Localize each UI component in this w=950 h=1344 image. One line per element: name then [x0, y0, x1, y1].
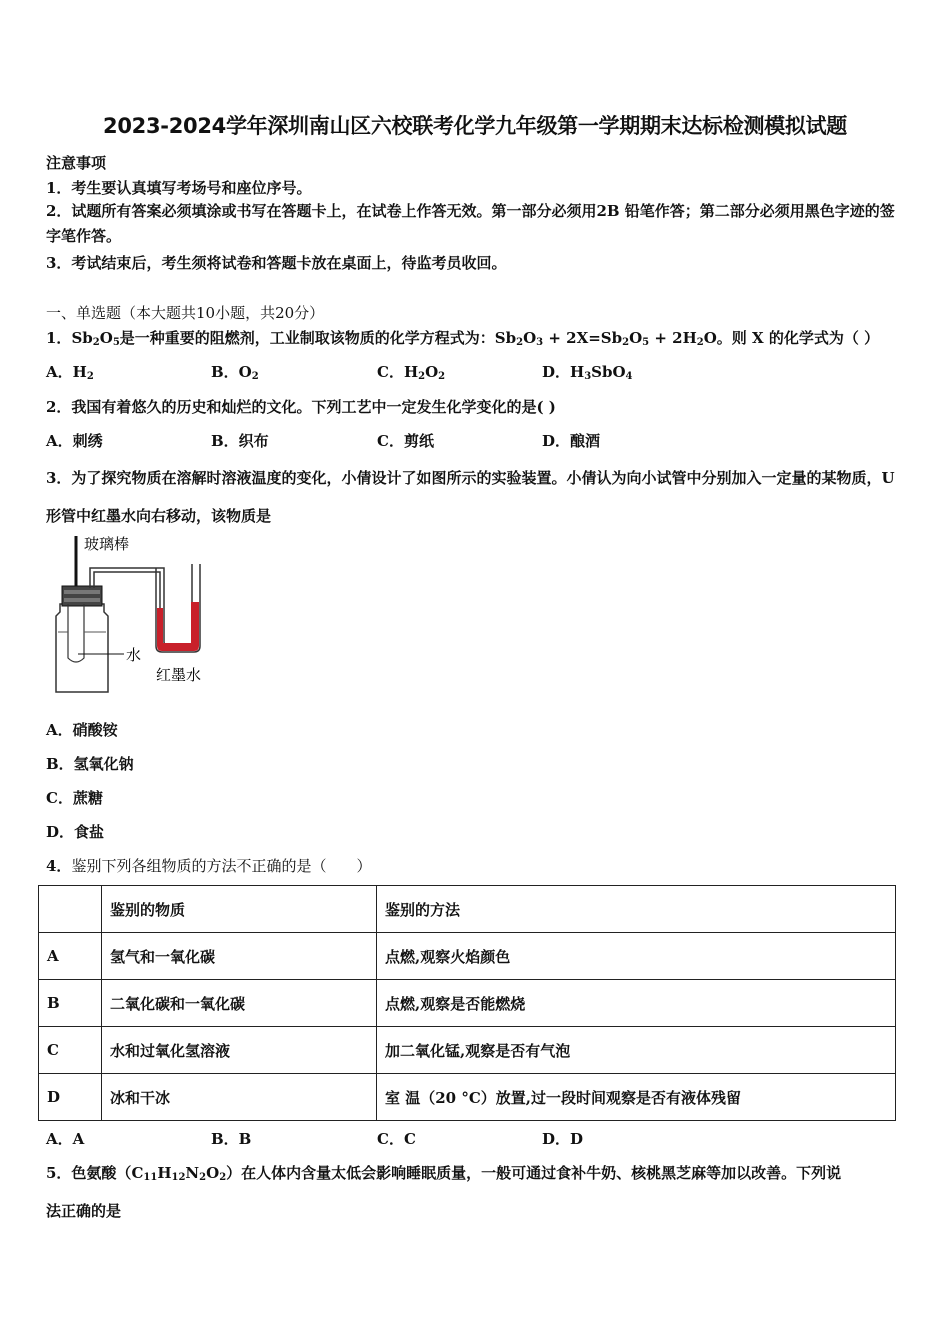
q1-option-a[interactable]: A．$H_2$	[46, 363, 94, 382]
question-5: 5．色氨酸$(C_{11}H_{12}N_2O_2)$在人体内含量太低会影响睡眠质量，一般可通过食补牛奶、核桃黑芝麻等加以改善。下列说	[46, 1164, 842, 1183]
table-row: B 二氧化碳和一氧化碳 点燃,观察是否能燃烧	[39, 980, 896, 1027]
q1-option-b[interactable]: B．$O_2$	[211, 363, 259, 382]
question-2: 2．我国有着悠久的历史和灿烂的文化。下列工艺中一定发生化学变化的是( )	[46, 398, 556, 416]
table-header-row: 鉴别的物质 鉴别的方法	[39, 886, 896, 933]
q1-option-c[interactable]: C．$H_2O_2$	[377, 363, 446, 382]
stopper	[62, 586, 102, 606]
q2-option-a[interactable]: A．刺绣	[46, 432, 103, 450]
q3-option-b[interactable]: B．氢氧化钠	[46, 755, 134, 773]
question-4: 4．鉴别下列各组物质的方法不正确的是（ ）	[46, 857, 372, 875]
q2-option-d[interactable]: D．酿酒	[542, 432, 601, 450]
label-water: 水	[126, 646, 142, 664]
q4-option-b[interactable]: B．B	[211, 1130, 252, 1148]
q4-option-a[interactable]: A．A	[46, 1130, 85, 1148]
question-1: 1．$Sb_2O_5$是一种重要的阻燃剂，工业制取该物质的化学方程式为：$Sb_2O_3 + 2X=Sb_2O_5 + 2H_2O$。则 X 的化学式为（ ）	[46, 329, 880, 348]
table-row: D 冰和干冰 室 温（20 °C）放置,过一段时间观察是否有液体残留	[39, 1074, 896, 1121]
flask	[56, 604, 108, 692]
question-3: 3．为了探究物质在溶解时溶液温度的变化，小倩设计了如图所示的实验装置。小倩认为向小试管中分别加入一定量的某物质，U形管中红墨水向右移动，该物质是	[46, 469, 895, 525]
q3-option-d[interactable]: D．食盐	[46, 823, 105, 841]
label-glass-rod: 玻璃棒	[84, 535, 130, 553]
notice-item: 2．试题所有答案必须填涂或书写在答题卡上，在试卷上作答无效。第一部分必须用2B 铅笔作答；第二部分必须用黑色字迹的签字笔作答。	[46, 202, 895, 245]
q3-option-c[interactable]: C．蔗糖	[46, 789, 103, 807]
page-title: 2023-2024学年深圳南山区六校联考化学九年级第一学期期末达标检测模拟试题	[103, 114, 847, 138]
table-row: C 水和过氧化氢溶液 加二氧化锰,观察是否有气泡	[39, 1027, 896, 1074]
notice-item: 1．考生要认真填写考场号和座位序号。	[46, 179, 312, 197]
notice-heading: 注意事项	[46, 154, 107, 172]
question-5-cont: 法正确的是	[46, 1202, 122, 1220]
q3-option-a[interactable]: A．硝酸铵	[46, 721, 118, 739]
notice-item: 3．考试结束后，考生须将试卷和答题卡放在桌面上，待监考员收回。	[46, 254, 507, 272]
experiment-apparatus-figure	[46, 532, 226, 698]
q1-option-d[interactable]: D．$H_3SbO_4$	[542, 363, 633, 382]
label-red-ink: 红墨水	[156, 666, 202, 684]
q2-option-c[interactable]: C．剪纸	[377, 432, 434, 450]
q2-option-b[interactable]: B．织布	[211, 432, 269, 450]
q4-option-c[interactable]: C．C	[377, 1130, 416, 1148]
q4-table	[38, 885, 896, 1121]
q4-option-d[interactable]: D．D	[542, 1130, 584, 1148]
section-heading: 一、单选题（本大题共10小题，共20分）	[46, 304, 325, 322]
table-row: A 氢气和一氧化碳 点燃,观察火焰颜色	[39, 933, 896, 980]
